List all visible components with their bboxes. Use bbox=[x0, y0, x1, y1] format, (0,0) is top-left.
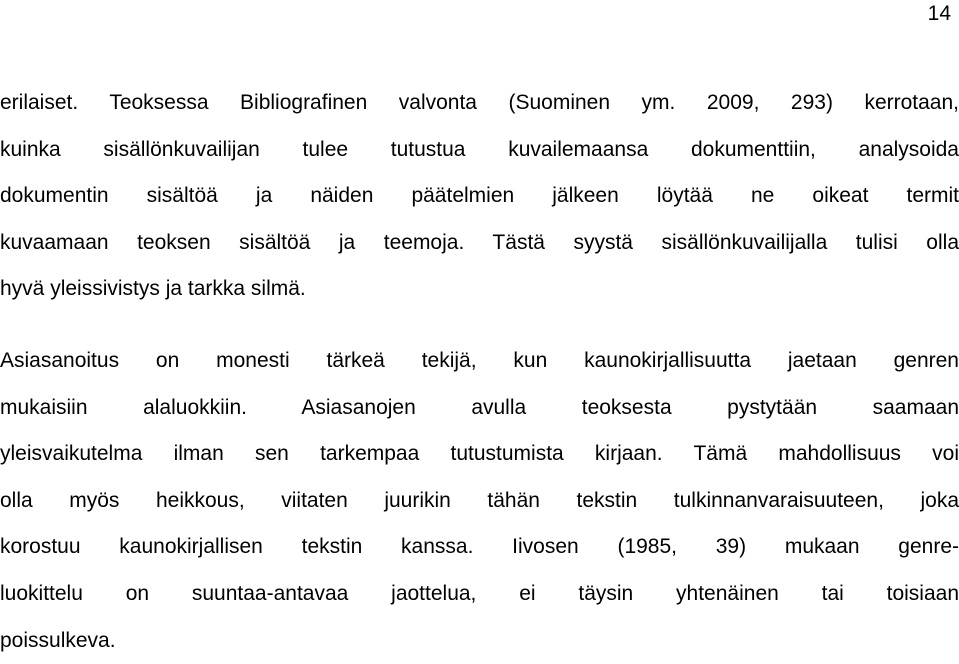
body-text bbox=[0, 80, 959, 664]
paragraph-2 bbox=[0, 338, 959, 664]
text-line: erilaiset. Teoksessa Bibliografinen valvonta (Suominen ym. 2009, 293) kerrotaan, bbox=[0, 91, 959, 114]
text-line: olla myös heikkous, viitaten juurikin tähän tekstin tulkinnanvaraisuuteen, joka bbox=[0, 488, 959, 512]
text-line: kuinka sisällönkuvailijan tulee tutustua kuvailemaansa dokumenttiin, analysoida bbox=[0, 137, 959, 161]
text-line: yleisvaikutelma ilman sen tarkempaa tutustumista kirjaan. Tämä mahdollisuus voi bbox=[0, 442, 959, 466]
page-number: 14 bbox=[927, 2, 951, 25]
paragraph-gap bbox=[0, 313, 959, 338]
text-line: korostuu kaunokirjallisen tekstin kanssa. Iivosen (1985, 39) mukaan genre- bbox=[0, 535, 959, 559]
text-line: hyvä yleissivistys ja tarkka silmä. bbox=[0, 277, 306, 301]
text-line: luokittelu on suuntaa-antavaa jaottelua, ei täysin yhtenäinen tai toisiaan bbox=[0, 581, 959, 605]
text-line: poissulkeva. bbox=[0, 628, 116, 652]
text-line: kuvaamaan teoksen sisältöä ja teemoja. Tästä syystä sisällönkuvailijalla tulisi olla bbox=[0, 230, 959, 254]
text-line: dokumentin sisältöä ja näiden päätelmien jälkeen löytää ne oikeat termit bbox=[0, 184, 959, 208]
text-line: mukaisiin alaluokkiin. Asiasanojen avulla teoksesta pystytään saamaan bbox=[0, 395, 959, 419]
text-line: Asiasanoitus on monesti tärkeä tekijä, kun kaunokirjallisuutta jaetaan genren bbox=[0, 348, 959, 372]
paragraph-1 bbox=[0, 80, 959, 313]
